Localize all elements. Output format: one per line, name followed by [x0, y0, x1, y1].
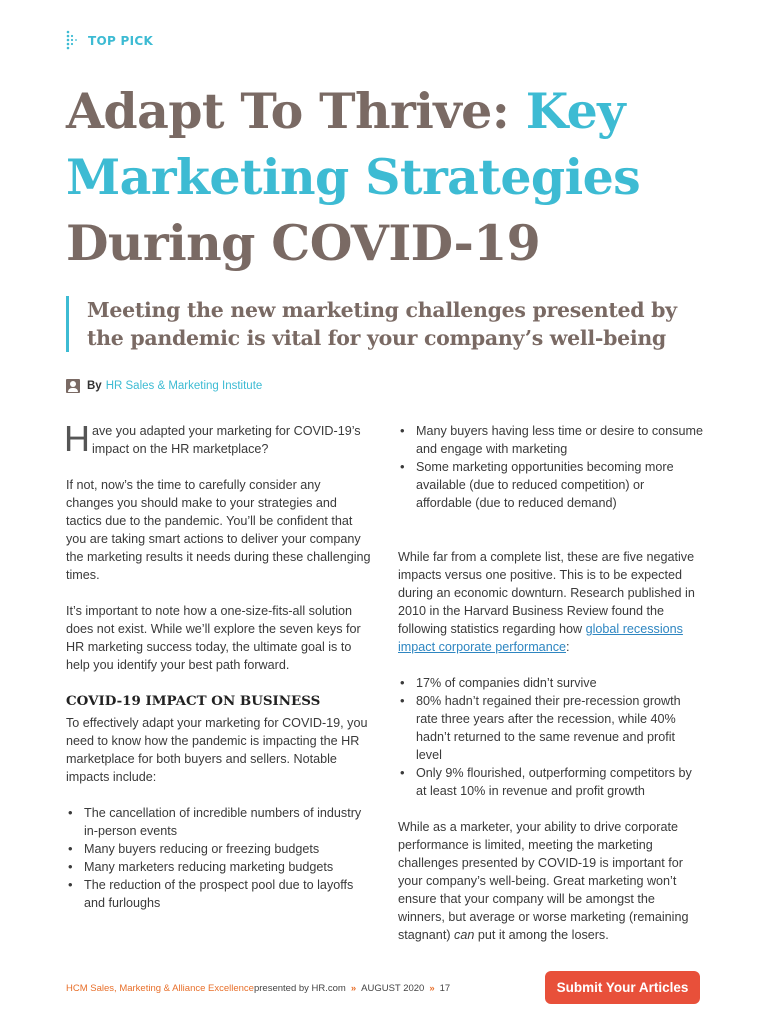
list-item: • The cancellation of incredible numbers of industry in-person events — [66, 804, 371, 840]
footer-presented-by: presented by HR.com — [253, 983, 346, 994]
impacts-list — [66, 804, 371, 912]
byline — [66, 379, 262, 393]
top-pick-label: TOP PICK — [88, 34, 154, 48]
research-paragraph — [398, 548, 703, 656]
dots-icon — [66, 30, 82, 52]
page-footer — [66, 983, 450, 994]
list-item: • 80% hadn’t regained their pre-recession growth rate three years after the recession, while 40% hadn’t returned to the same revenue and profit level — [398, 692, 703, 764]
footer-publication: HCM Sales, Marketing & Alliance Excellence — [66, 983, 254, 994]
title-part2: During COVID-19 — [66, 214, 541, 272]
list-item: • Many buyers having less time or desire to consume and engage with marketing — [398, 422, 703, 458]
intro-paragraph — [64, 418, 371, 459]
subtitle-block — [66, 296, 706, 352]
left-column — [64, 418, 371, 930]
author-icon — [66, 379, 80, 393]
byline-author-link[interactable]: HR Sales & Marketing Institute — [105, 380, 263, 392]
closing-italic: can — [454, 928, 475, 942]
article-subtitle: Meeting the new marketing challenges presented by the pandemic is vital for your company’s well-being — [87, 298, 677, 350]
list-item: • 17% of companies didn’t survive — [398, 674, 703, 692]
title-accent: Key Marketing Strategies — [66, 82, 641, 206]
paragraph-4: To effectively adapt your marketing for COVID-19, you need to know how the pandemic is impacting the HR marketplace for both buyers and sellers. Notable impacts include: — [66, 716, 368, 784]
paragraph-3: It’s important to note how a one-size-fits-all solution does not exist. While we’ll explore the seven keys for HR marketing success today, the ultimate goal is to help you identify your best path forward. — [66, 604, 361, 672]
stats-list — [398, 674, 703, 800]
drop-cap: H — [64, 418, 90, 459]
spacer — [398, 530, 703, 548]
chevron-icon: » — [429, 983, 435, 994]
list-item: • Many buyers reducing or freezing budgets — [66, 840, 371, 858]
closing-end: put it among the losers. — [474, 928, 609, 942]
right-column — [398, 422, 703, 962]
list-item: • Many marketers reducing marketing budgets — [66, 858, 371, 876]
page-number: 17 — [439, 983, 451, 994]
top-pick-tag — [66, 30, 153, 52]
footer-date: AUGUST 2020 — [361, 983, 425, 994]
impacts-list-continued — [398, 422, 703, 512]
closing-text: While as a marketer, your ability to drive corporate performance is limited, meeting the marketing challenges presented by COVID-19 is important for your company’s well-being. Great marketing won’t ensure that your company will be amongst the winners, but average or worse marketing (remaining stagnant) — [398, 820, 689, 942]
paragraph-2: If not, now’s the time to carefully consider any changes you should make to your strategies and tactics due to the pandemic. You’ll be confident that you are taking smart actions to deliver your company the marketing results it needs during these challenging times. — [66, 478, 371, 582]
list-item: • Some marketing opportunities becoming more available (due to reduced competition) or affordable (due to reduced demand) — [398, 458, 703, 512]
research-text: While far from a complete list, these are five negative impacts versus one positive. This is to be expected during an economic downturn. Research published in 2010 in the Harvard Business Review found the following statistics regarding how — [398, 550, 695, 636]
research-end: : — [566, 640, 570, 654]
byline-by: By — [87, 380, 102, 392]
submit-articles-button[interactable]: Submit Your Articles — [545, 971, 700, 1004]
recessions-link[interactable]: global recessions impact corporate performance — [398, 622, 683, 654]
intro-text: ave you adapted your marketing for COVID-19’s impact on the HR marketplace? — [92, 424, 361, 456]
closing-paragraph — [398, 818, 703, 944]
section-heading: COVID-19 IMPACT ON BUSINESS — [66, 693, 321, 709]
list-item: • The reduction of the prospect pool due to layoffs and furloughs — [66, 876, 371, 912]
title-part1: Adapt To Thrive: — [66, 82, 526, 140]
list-item: • Only 9% flourished, outperforming competitors by at least 10% in revenue and profit growth — [398, 764, 703, 800]
chevron-icon: » — [350, 983, 357, 994]
article-title — [66, 78, 706, 276]
